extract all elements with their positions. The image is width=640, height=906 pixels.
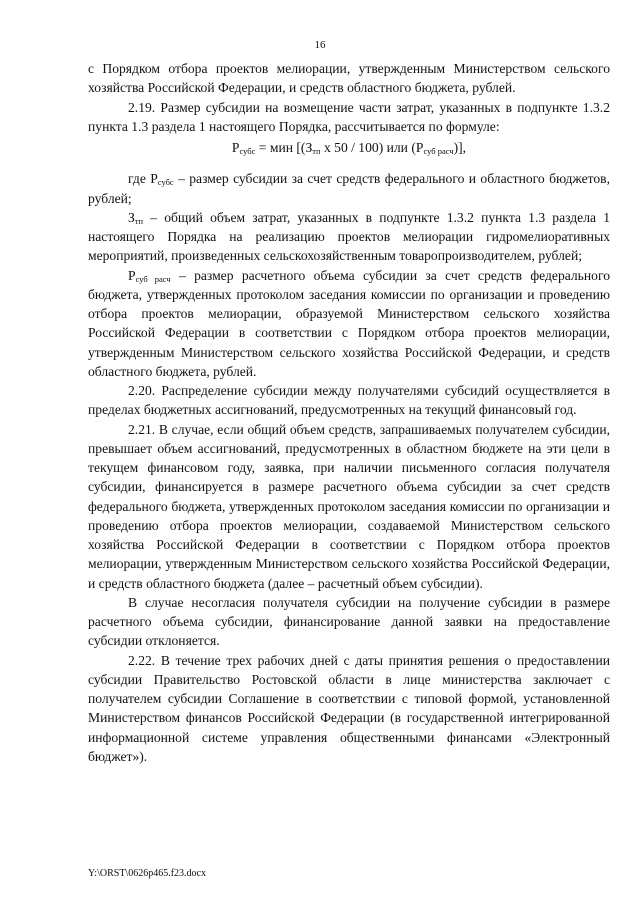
formula-rr-subscript: суб расч [423, 146, 454, 156]
paragraph-2-20: 2.20. Распределение субсидии между получателями субсидий осуществляется в пределах бюджетных ассигнований, предусмотренных на текущий финансовый год. [88, 383, 610, 418]
page-number: 16 [314, 39, 326, 51]
formula-eq: = мин [(З [255, 140, 313, 155]
subsidy-formula [88, 138, 610, 157]
definition-z-tp: $З_{тп}$ – общий объем затрат, указанных в подпункте 1.3.2 пункта 1.3 раздела 1 настоящего Порядка на реализацию проектов мелиорации гидромелиоративных мероприятий, произведенных сельскохозяйственным товаропроизводителем, рублей; [88, 209, 610, 264]
paragraph-2-21: 2.21. В случае, если общий объем средств, запрашиваемых получателем субсидии, превышает объем ассигнований, предусмотренных в областном бюджете на эти цели в текущем финансовом году, заявка, при наличии письменного согласия получателя субсидии, финансируется в размере расчетного объема субсидии за счет средств федерального бюджета, утвержденных протоколом заседания комиссии по организации и проведению отбора проектов мелиорации, создаваемой Министерством сельского хозяйства Российской Федерации в соответствии с Порядком отбора проектов мелиорации, утвержденным Министерством сельского хозяйства Российской Федерации, и средств областного бюджета (далее – расчетный объем субсидии). [88, 421, 610, 591]
formula-r-subscript: субс [239, 146, 256, 156]
paragraph-continuation: с Порядком отбора проектов мелиорации, утвержденным Министерством сельского хозяйства Российской Федерации, и средств областного бюджета, рублей. [88, 61, 610, 96]
formula-mid: х 50 / 100) или (Р [320, 140, 424, 155]
definition-r-subs: где $Р_{субс}$ – размер субсидии за счет средств федерального и областного бюджетов, рублей; [88, 171, 610, 206]
paragraph-2-19: 2.19. Размер субсидии на возмещение части затрат, указанных в подпункте 1.3.2 пункта 1.3 раздела 1 настоящего Порядка, рассчитывается по формуле: [88, 99, 610, 134]
file-path-footer: Y:\ORST\0626p465.f23.docx [88, 868, 206, 879]
formula-z-subscript: тп [312, 146, 321, 156]
formula-r: Р [231, 140, 240, 155]
formula-end: )], [453, 140, 467, 155]
paragraph-refusal: В случае несогласия получателя субсидии на получение субсидии в размере расчетного объема субсидии, финансирование данной заявки на предоставление субсидии отклоняется. [88, 594, 610, 649]
definition-r-sub-rasch: $Р_{суб расч}$ – размер расчетного объема субсидии за счет средств федерального бюджета, утвержденных протоколом заседания комиссии по организации и проведению отбора проектов мелиорации, образуемой Министерством сельского хозяйства Российской Федерации в соответствии с Порядком отбора проектов мелиорации, утвержденным Министерством сельского хозяйства Российской Федерации, и средств областного бюджета, рублей. [88, 267, 610, 379]
document-body [88, 59, 610, 766]
paragraph-2-22: 2.22. В течение трех рабочих дней с даты принятия решения о предоставлении субсидии Правительство Ростовской области в лице министерства заключает с получателем субсидии Соглашение в соответствии с типовой формой, установленной Министерством финансов Российской Федерации (в государственной интегрированной информационной системе управления общественными финансами «Электронный бюджет»). [88, 652, 610, 764]
